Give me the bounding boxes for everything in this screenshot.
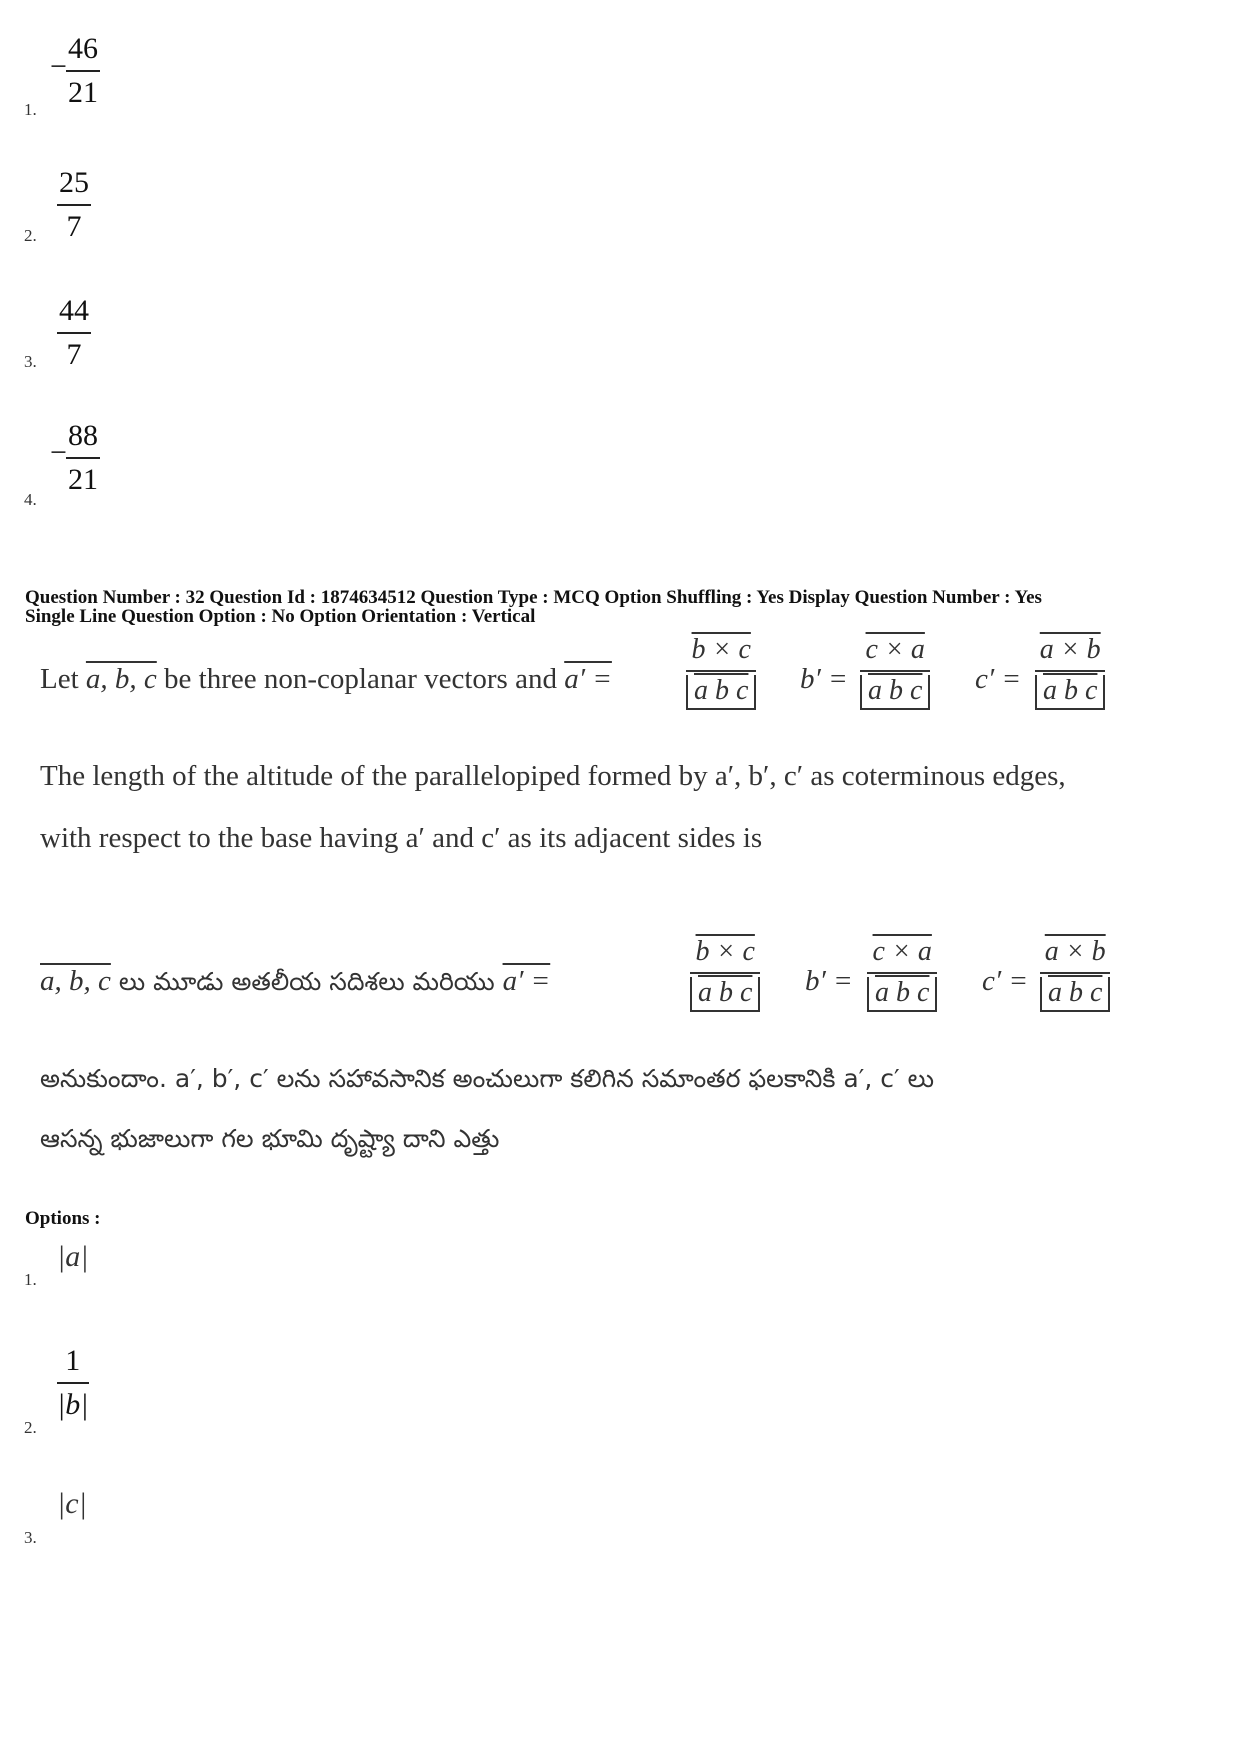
option-number: 3.: [24, 352, 37, 371]
question-line-3: with respect to the base having a′ and c′ as its adjacent sides is: [40, 822, 763, 854]
telugu-formula-b-prime: c × a a b c: [867, 938, 937, 1007]
telugu-b-prime-eq: b′ =: [805, 965, 853, 997]
option-1-value: |a|: [57, 1240, 89, 1273]
b-prime-eq: b′ =: [800, 663, 848, 695]
fraction: $\frac{46}{21}$: [68, 32, 98, 109]
question-meta-line-1: Question Number : 32 Question Id : 1874634512 Question Type : MCQ Option Shuffling : Yes Display Question Number : Yes: [25, 587, 1042, 608]
option-number: 2.: [24, 226, 37, 245]
minus-sign: −: [50, 436, 67, 469]
telugu-c-prime-eq: c′ =: [982, 965, 1029, 997]
telugu-line-1: a, b, c లు మూడు అతలీయ సదిశలు మరియు a′ =: [40, 965, 551, 997]
option-number: 4.: [24, 490, 37, 509]
fraction: $\frac{25}{7}$: [59, 166, 89, 243]
fraction: $\frac{44}{7}$: [59, 294, 89, 371]
question-line-1: Let a, b, c be three non-coplanar vectors and a′ =: [40, 663, 612, 695]
option-number: 1.: [24, 100, 37, 119]
question-line-2: The length of the altitude of the parallelopiped formed by a′, b′, c′ as coterminous edges,: [40, 760, 1066, 792]
telugu-line-2: అనుకుందాం. a′, b′, c′ లను సహావసానిక అంచులుగా కలిగిన సమాంతర ఫలకానికి a′, c′ లు: [40, 1064, 934, 1093]
formula-c-prime: a × b a b c: [1035, 636, 1105, 705]
option-3-value: |c|: [57, 1487, 87, 1520]
telugu-formula-c-prime: a × b a b c: [1040, 938, 1110, 1007]
telugu-formula-a-prime: b × c a b c: [690, 938, 760, 1007]
option-number: 2.: [24, 1418, 37, 1437]
question-meta-line-2: Single Line Question Option : No Option Orientation : Vertical: [25, 606, 536, 627]
options-label: Options :: [25, 1208, 101, 1229]
minus-sign: −: [50, 50, 67, 83]
c-prime-eq: c′ =: [975, 663, 1022, 695]
fraction: $\frac{88}{21}$: [68, 419, 98, 496]
option-number: 3.: [24, 1528, 37, 1547]
formula-b-prime: c × a a b c: [860, 636, 930, 705]
formula-a-prime: b × c a b c: [686, 636, 756, 705]
option-2-fraction: $\frac{1}{|b|}$: [57, 1344, 89, 1421]
telugu-line-3: ఆసన్న భుజాలుగా గల భూమి దృష్ట్యా దాని ఎత్తు: [40, 1124, 500, 1153]
option-number: 1.: [24, 1270, 37, 1289]
